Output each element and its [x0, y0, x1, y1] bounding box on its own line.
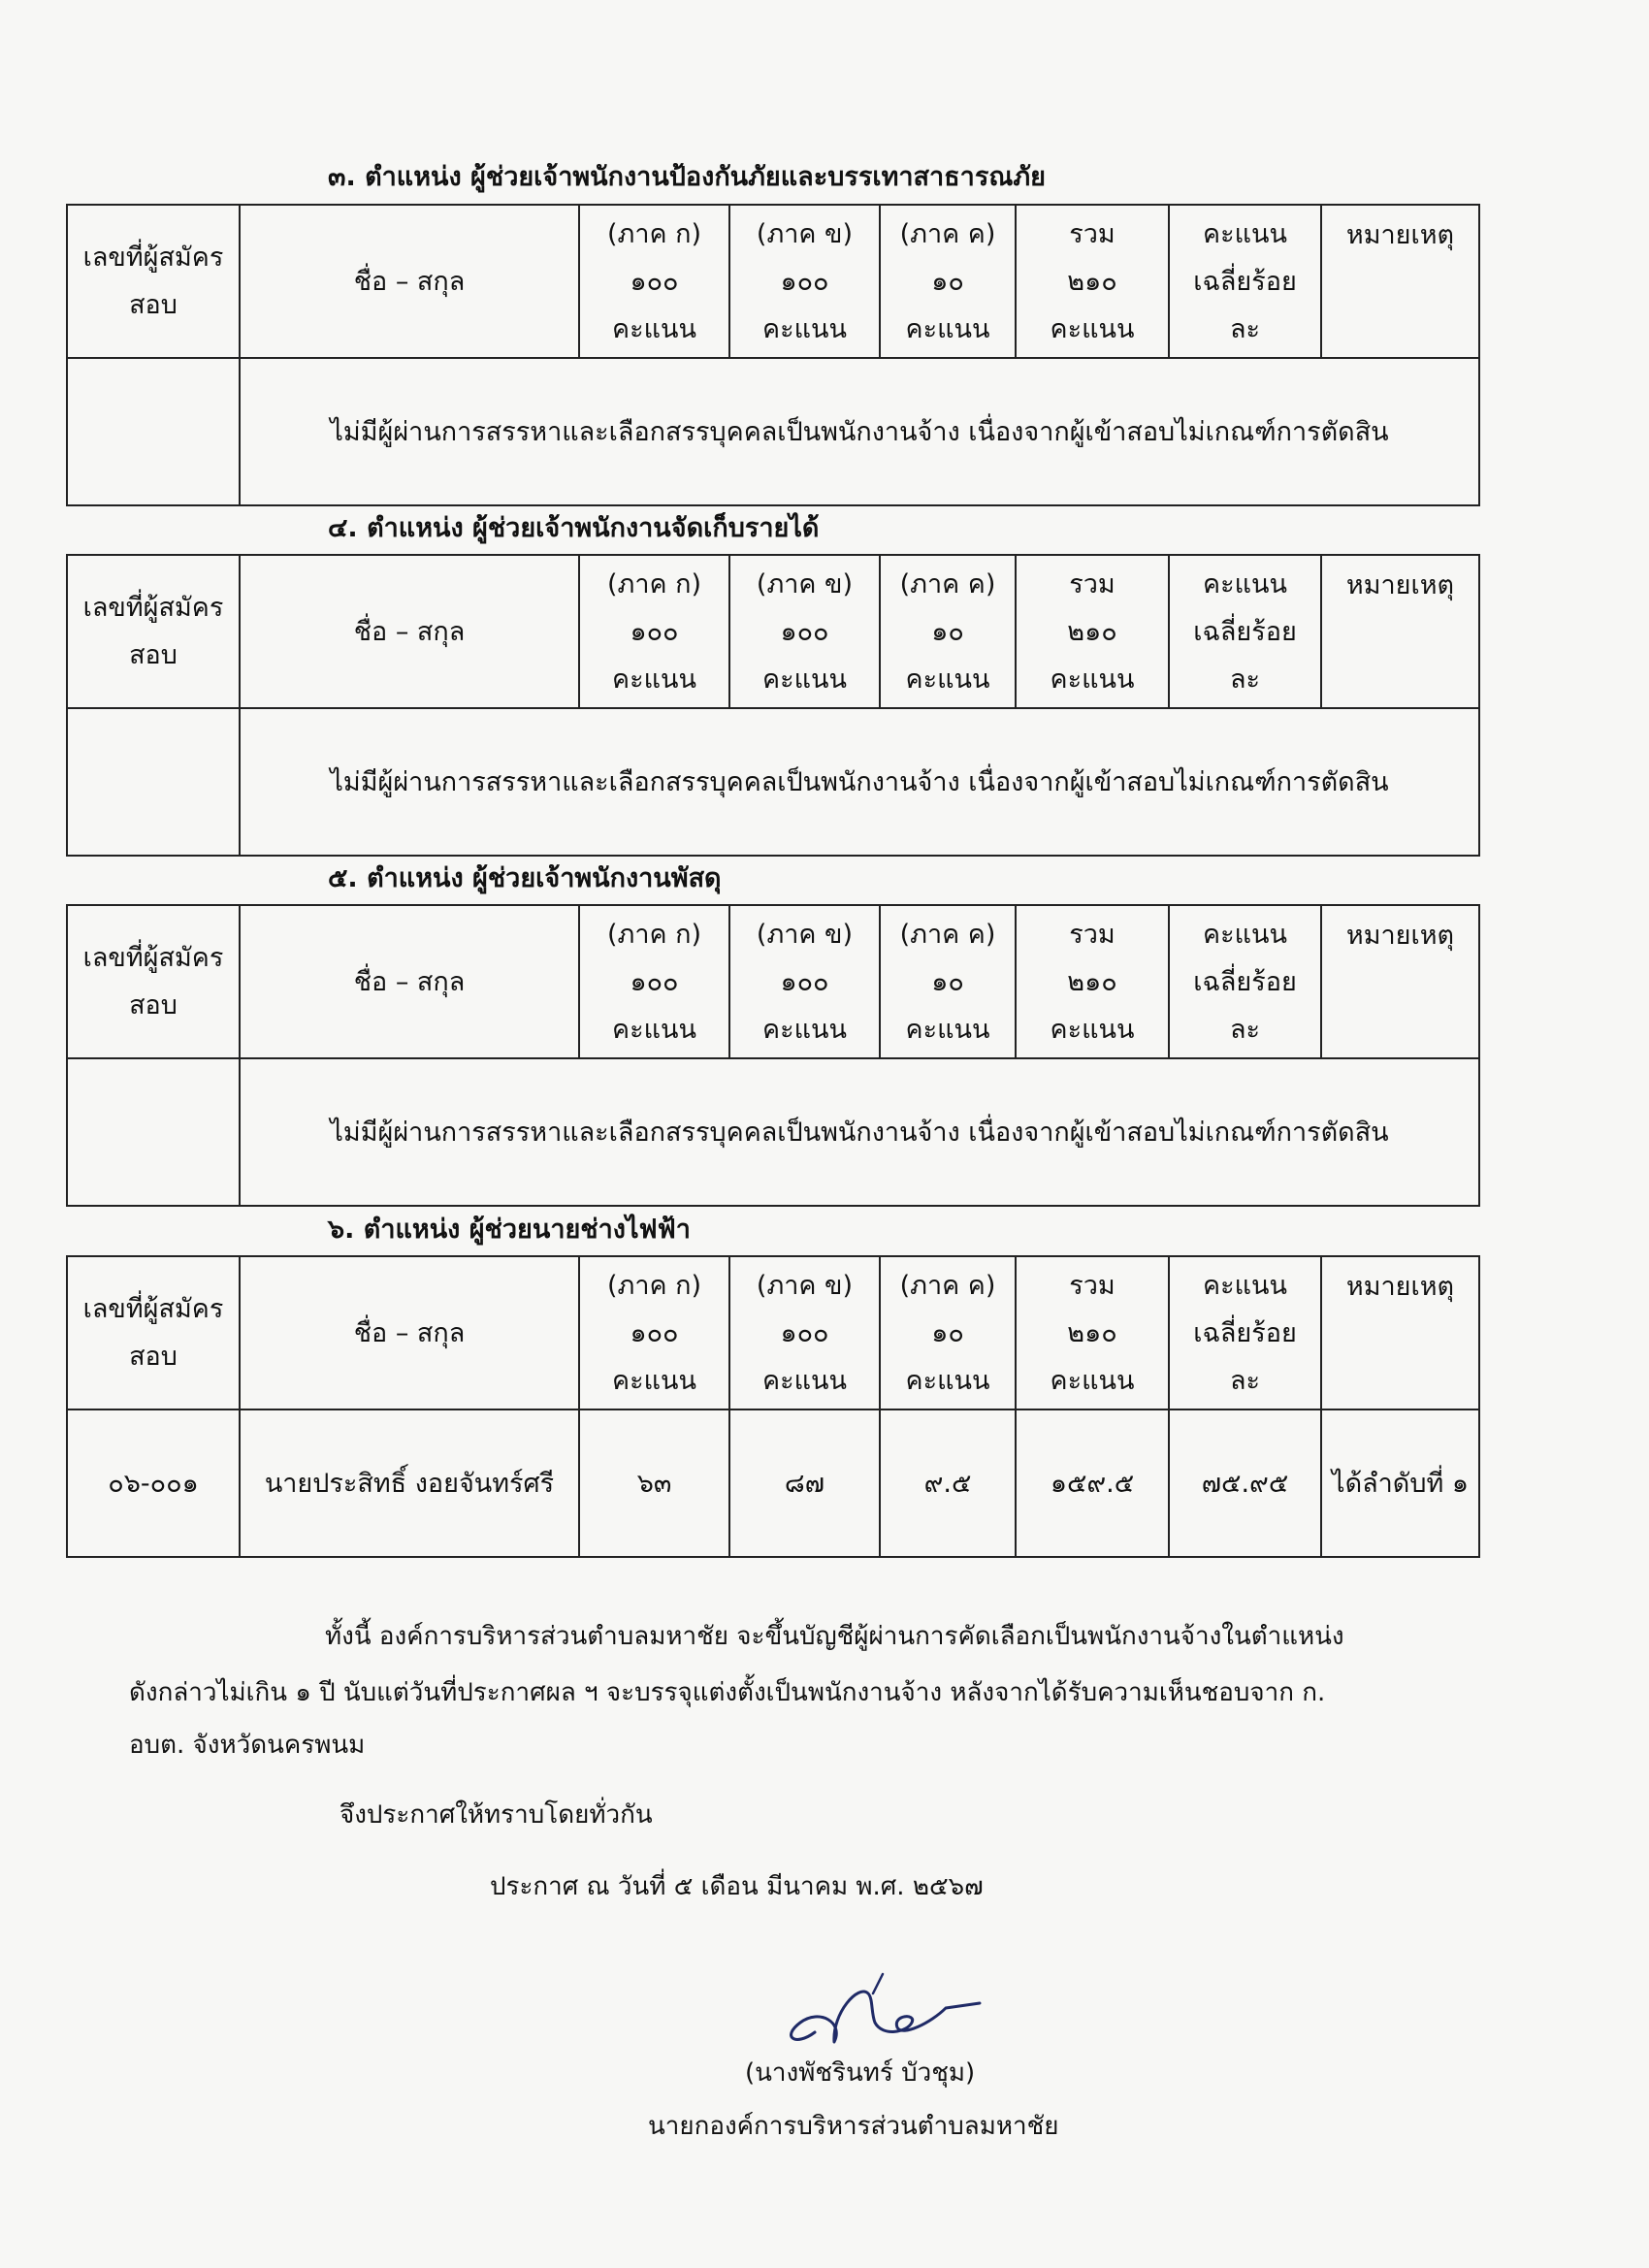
empty-cell [67, 708, 240, 856]
table-row [67, 1058, 1479, 1206]
col-average: คะแนน เฉลี่ยร้อย ละ [1169, 905, 1321, 1058]
col-part-b: (ภาค ข) ๑๐๐ คะแนน [729, 905, 880, 1058]
col-applicant-no: เลขที่ผู้สมัคร สอบ [67, 1256, 240, 1409]
empty-cell [67, 1058, 240, 1206]
closing-paragraph-line-1: ทั้งนี้ องค์การบริหารส่วนตำบลมหาชัย จะขึ้นบัญชีผู้ผ่านการคัดเลือกเป็นพนักงานจ้างในตำแหน่ง [325, 1622, 1344, 1651]
col-remark: หมายเหตุ [1321, 555, 1479, 708]
no-result-message: ไม่มีผู้ผ่านการสรรหาและเลือกสรรบุคคลเป็นพนักงานจ้าง เนื่องจากผู้เข้าสอบไม่เกณฑ์การตัดสิน [240, 358, 1479, 505]
signatory-name: (นางพัชรินทร์ บัวชุม) [745, 2058, 976, 2088]
col-total: รวม ๒๑๐ คะแนน [1016, 905, 1169, 1058]
table-header-row [67, 555, 1479, 708]
section-5-table [66, 904, 1480, 1207]
col-part-c: (ภาค ค) ๑๐ คะแนน [880, 555, 1016, 708]
col-total: รวม ๒๑๐ คะแนน [1016, 1256, 1169, 1409]
table-header-row [67, 205, 1479, 358]
col-remark: หมายเหตุ [1321, 1256, 1479, 1409]
col-part-b: (ภาค ข) ๑๐๐ คะแนน [729, 555, 880, 708]
col-name: ชื่อ – สกุล [240, 905, 579, 1058]
cell-part-a: ๖๓ [579, 1409, 729, 1557]
cell-part-c: ๙.๕ [880, 1409, 1016, 1557]
section-4-title: ๔. ตำแหน่ง ผู้ช่วยเจ้าพนักงานจัดเก็บรายได้ [328, 513, 820, 543]
section-4-table [66, 554, 1480, 857]
signatory-position: นายกองค์การบริหารส่วนตำบลมหาชัย [648, 2112, 1059, 2141]
cell-part-b: ๘๗ [729, 1409, 880, 1557]
announcement: จึงประกาศให้ทราบโดยทั่วกัน [340, 1800, 653, 1830]
col-name: ชื่อ – สกุล [240, 555, 579, 708]
col-applicant-no: เลขที่ผู้สมัคร สอบ [67, 205, 240, 358]
section-5-title: ๕. ตำแหน่ง ผู้ช่วยเจ้าพนักงานพัสดุ [328, 863, 722, 893]
col-part-a: (ภาค ก) ๑๐๐ คะแนน [579, 205, 729, 358]
col-total: รวม ๒๑๐ คะแนน [1016, 205, 1169, 358]
no-result-message: ไม่มีผู้ผ่านการสรรหาและเลือกสรรบุคคลเป็นพนักงานจ้าง เนื่องจากผู้เข้าสอบไม่เกณฑ์การตัดสิน [240, 1058, 1479, 1206]
section-3-table [66, 204, 1480, 506]
table-header-row [67, 905, 1479, 1058]
col-part-b: (ภาค ข) ๑๐๐ คะแนน [729, 205, 880, 358]
col-remark: หมายเหตุ [1321, 205, 1479, 358]
col-applicant-no: เลขที่ผู้สมัคร สอบ [67, 905, 240, 1058]
col-part-a: (ภาค ก) ๑๐๐ คะแนน [579, 555, 729, 708]
section-3-title: ๓. ตำแหน่ง ผู้ช่วยเจ้าพนักงานป้องกันภัยและบรรเทาสาธารณภัย [328, 162, 1046, 192]
col-part-c: (ภาค ค) ๑๐ คะแนน [880, 905, 1016, 1058]
no-result-message: ไม่มีผู้ผ่านการสรรหาและเลือกสรรบุคคลเป็นพนักงานจ้าง เนื่องจากผู้เข้าสอบไม่เกณฑ์การตัดสิน [240, 708, 1479, 856]
col-average: คะแนน เฉลี่ยร้อย ละ [1169, 1256, 1321, 1409]
col-part-c: (ภาค ค) ๑๐ คะแนน [880, 1256, 1016, 1409]
col-name: ชื่อ – สกุล [240, 1256, 579, 1409]
section-6-title: ๖. ตำแหน่ง ผู้ช่วยนายช่างไฟฟ้า [328, 1215, 691, 1245]
col-part-a: (ภาค ก) ๑๐๐ คะแนน [579, 905, 729, 1058]
col-total: รวม ๒๑๐ คะแนน [1016, 555, 1169, 708]
closing-paragraph-line-2: ดังกล่าวไม่เกิน ๑ ปี นับแต่วันที่ประกาศผล ฯ จะบรรจุแต่งตั้งเป็นพนักงานจ้าง หลังจากได้รับความเห็นชอบจาก ก. [129, 1678, 1326, 1707]
col-part-b: (ภาค ข) ๑๐๐ คะแนน [729, 1256, 880, 1409]
col-applicant-no: เลขที่ผู้สมัคร สอบ [67, 555, 240, 708]
col-part-c: (ภาค ค) ๑๐ คะแนน [880, 205, 1016, 358]
table-row [67, 358, 1479, 505]
table-row [67, 708, 1479, 856]
col-name: ชื่อ – สกุล [240, 205, 579, 358]
cell-total: ๑๕๙.๕ [1016, 1409, 1169, 1557]
col-remark: หมายเหตุ [1321, 905, 1479, 1058]
cell-name: นายประสิทธิ์ งอยจันทร์ศรี [240, 1409, 579, 1557]
empty-cell [67, 358, 240, 505]
col-average: คะแนน เฉลี่ยร้อย ละ [1169, 205, 1321, 358]
col-average: คะแนน เฉลี่ยร้อย ละ [1169, 555, 1321, 708]
section-6-table [66, 1255, 1480, 1558]
cell-remark: ได้ลำดับที่ ๑ [1321, 1409, 1479, 1557]
cell-average: ๗๕.๙๕ [1169, 1409, 1321, 1557]
col-part-a: (ภาค ก) ๑๐๐ คะแนน [579, 1256, 729, 1409]
announcement-date: ประกาศ ณ วันที่ ๕ เดือน มีนาคม พ.ศ. ๒๕๖๗ [490, 1872, 984, 1901]
closing-paragraph-line-3: อบต. จังหวัดนครพนม [129, 1731, 366, 1760]
table-row [67, 1409, 1479, 1557]
cell-applicant-no: ๐๖-๐๐๑ [67, 1409, 240, 1557]
table-header-row [67, 1256, 1479, 1409]
signature-image [776, 1955, 999, 2061]
